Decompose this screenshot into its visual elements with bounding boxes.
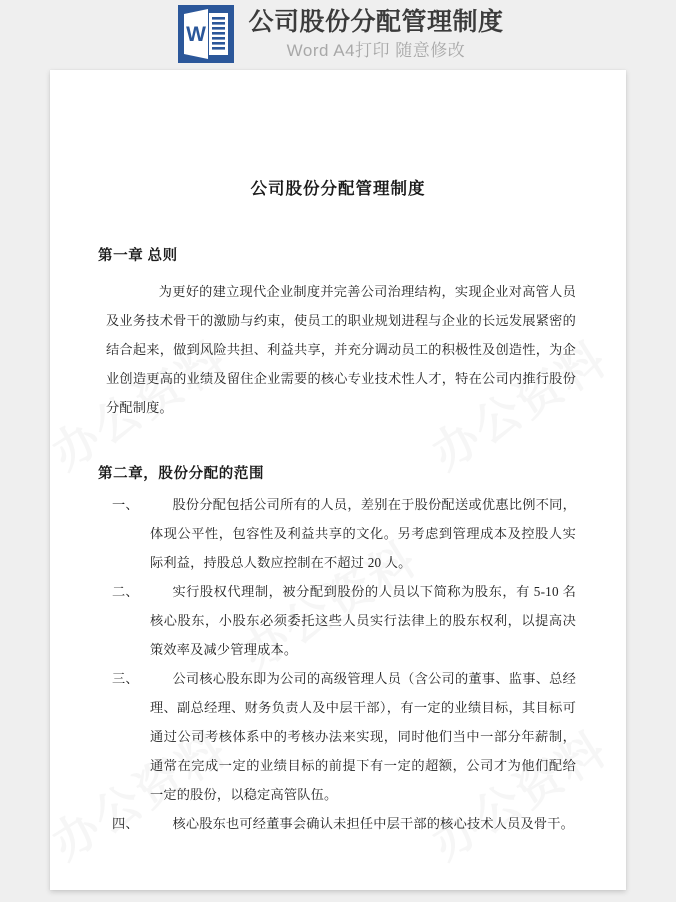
- list-item-number: 三、: [112, 671, 139, 686]
- document-page: [50, 70, 626, 890]
- list-item-number: 四、: [112, 816, 139, 831]
- document-title: 公司股份分配管理制度: [250, 179, 426, 198]
- word-document-icon: [178, 5, 234, 63]
- list-item-text: 实行股权代理制，被分配到股份的人员以下简称为股东，有 5-10 名核心股东，小股东必须委托这些人员实行法律上的股东权利，以提高决策效率及减少管理成本。: [150, 584, 576, 657]
- chapter-1-paragraph: 为更好的建立现代企业制度并完善公司治理结构，实现企业对高管人员及业务技术骨干的激励与约束，使员工的职业规划进程与企业的长远发展紧密的结合起来，做到风险共担、利益共享，并充分调动员工的积极性及创造性，为企业创造更高的业绩及留住企业需要的核心专业技术性人才，特在公司内推行股份分配制度。: [106, 284, 576, 415]
- list-item: [98, 809, 578, 838]
- list-item: [98, 490, 578, 577]
- svg-text:W: W: [186, 23, 207, 46]
- header-text-group: [248, 7, 504, 60]
- document-body: [98, 70, 578, 838]
- header-title: 公司股份分配管理制度: [248, 7, 504, 36]
- list-item-text: 股份分配包括公司所有的人员，差别在于股份配送或优惠比例不同，体现公平性，包容性及利益共享的文化。另考虑到管理成本及控股人实际利益，持股总人数应控制在不超过 20 人。: [150, 497, 576, 570]
- list-item-number: 一、: [112, 497, 139, 512]
- header-subtitle: Word A4打印 随意修改: [286, 40, 466, 60]
- list-item: [98, 664, 578, 809]
- list-item-number: 二、: [112, 584, 139, 599]
- list-item: [98, 577, 578, 664]
- chapter-2-heading: 第二章，股份分配的范围: [98, 466, 265, 482]
- page-header: [0, 0, 676, 68]
- chapter-1-heading: 第一章 总则: [98, 248, 178, 264]
- list-item-text: 核心股东也可经董事会确认未担任中层干部的核心技术人员及骨干。: [172, 816, 575, 831]
- document-page-container: [50, 70, 626, 890]
- chapter-2-list: [98, 483, 578, 838]
- list-item-text: 公司核心股东即为公司的高级管理人员（含公司的董事、监事、总经理、副总经理、财务负责人及中层干部），有一定的业绩目标，其目标可通过公司考核体系中的考核办法来实现，同时他们当中一部分年薪制，通常在完成一定的业绩目标的前提下有一定的超额，公司才为他们配给一定的股份，以稳定高管队伍。: [150, 671, 576, 802]
